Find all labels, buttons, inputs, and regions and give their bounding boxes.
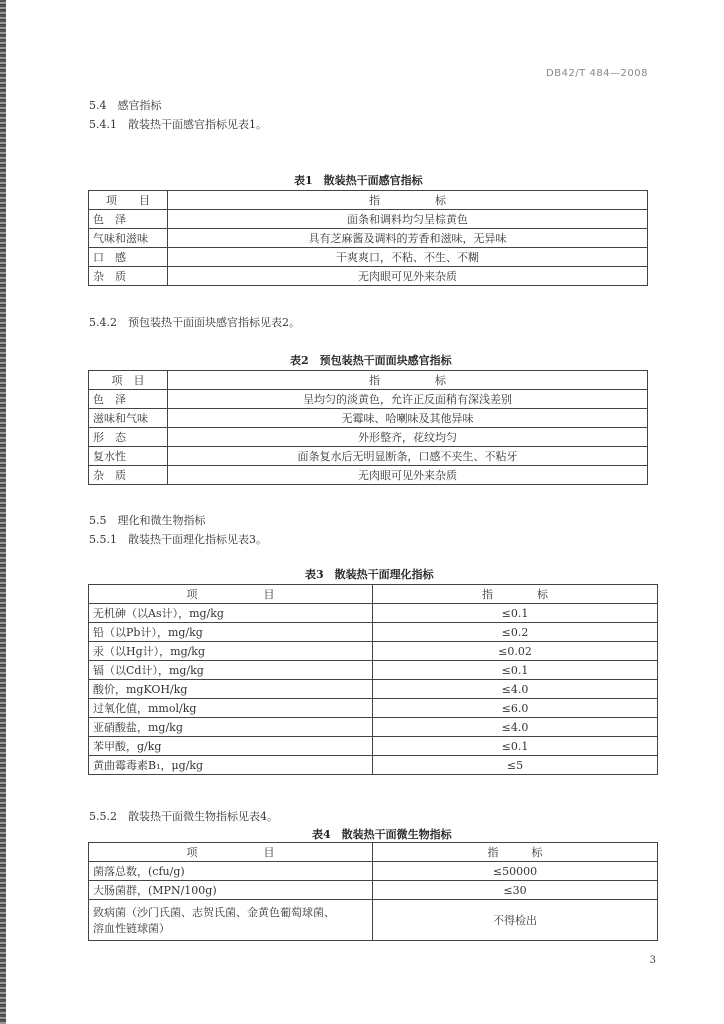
table3-item: 汞（以Hg计），mg/kg xyxy=(89,642,373,661)
section-5-4-1-text: 5.4.1 散装热干面感官指标见表1。 xyxy=(89,118,267,131)
table2-spec: 无霉味、哈喇味及其他异味 xyxy=(168,409,648,428)
section-5-4-heading: 5.4 感官指标 xyxy=(89,99,162,112)
table3-value: ≤0.1 xyxy=(373,661,658,680)
table-row xyxy=(89,267,648,286)
table1-item: 气味和滋味 xyxy=(89,229,168,248)
table3-value: ≤6.0 xyxy=(373,699,658,718)
table1-item: 杂 质 xyxy=(89,267,168,286)
table2-header-spec: 指 标 xyxy=(168,371,648,390)
table-row xyxy=(89,248,648,267)
table3-value: ≤0.1 xyxy=(373,604,658,623)
table1-header-spec: 指 标 xyxy=(168,191,648,210)
table-row xyxy=(89,756,658,775)
table1-header-item: 项 目 xyxy=(89,191,168,210)
table2-item: 杂 质 xyxy=(89,466,168,485)
table2-caption: 表2 预包装热干面面块感官指标 xyxy=(290,354,452,367)
table1-item: 色 泽 xyxy=(89,210,168,229)
table3-header-item: 项 目 xyxy=(89,585,373,604)
table2-item: 形 态 xyxy=(89,428,168,447)
table-row xyxy=(89,862,658,881)
table-row xyxy=(89,447,648,466)
table1-spec: 干爽爽口，不粘、不生、不糊 xyxy=(168,248,648,267)
table2-item: 滋味和气味 xyxy=(89,409,168,428)
table-row xyxy=(89,390,648,409)
table4-pathogen-item xyxy=(89,900,373,941)
table-row xyxy=(89,661,658,680)
table4-item: 大肠菌群，(MPN/100g) xyxy=(89,881,373,900)
table-row xyxy=(89,642,658,661)
table1-caption: 表1 散装热干面感官指标 xyxy=(294,174,423,187)
table3-item: 过氧化值，mmol/kg xyxy=(89,699,373,718)
table2-item: 色 泽 xyxy=(89,390,168,409)
table4-caption: 表4 散装热干面微生物指标 xyxy=(312,828,452,841)
table3 xyxy=(88,584,658,775)
table2-item: 复水性 xyxy=(89,447,168,466)
table3-item: 苯甲酸，g/kg xyxy=(89,737,373,756)
table-row xyxy=(89,680,658,699)
table4-header-spec: 指 标 xyxy=(373,843,658,862)
table3-value: ≤5 xyxy=(373,756,658,775)
table4-pathogen-value: 不得检出 xyxy=(373,900,658,941)
table-row xyxy=(89,699,658,718)
table2-spec: 无肉眼可见外来杂质 xyxy=(168,466,648,485)
table2-header-item: 项 目 xyxy=(89,371,168,390)
table3-item: 无机砷（以As计），mg/kg xyxy=(89,604,373,623)
table1 xyxy=(88,190,648,286)
scan-edge xyxy=(0,0,6,1024)
pathogen-line-1: 致病菌（沙门氏菌、志贺氏菌、金黄色葡萄球菌、 xyxy=(93,906,335,919)
table2-spec: 外形整齐，花纹均匀 xyxy=(168,428,648,447)
table3-item: 铅（以Pb计），mg/kg xyxy=(89,623,373,642)
table3-header-spec: 指 标 xyxy=(373,585,658,604)
table4-value: ≤50000 xyxy=(373,862,658,881)
table2 xyxy=(88,370,648,485)
table-row xyxy=(89,428,648,447)
section-5-5-heading: 5.5 理化和微生物指标 xyxy=(89,514,206,527)
table3-value: ≤0.1 xyxy=(373,737,658,756)
pathogen-line-2: 溶血性链球菌） xyxy=(93,922,170,935)
table3-item: 黄曲霉毒素B₁，μg/kg xyxy=(89,756,373,775)
table2-spec: 面条复水后无明显断条，口感不夹生、不粘牙 xyxy=(168,447,648,466)
standard-number: DB42/T 484—2008 xyxy=(546,68,648,79)
table3-item: 亚硝酸盐，mg/kg xyxy=(89,718,373,737)
table1-item: 口 感 xyxy=(89,248,168,267)
table-row xyxy=(89,604,658,623)
table-row xyxy=(89,466,648,485)
table-row xyxy=(89,623,658,642)
table1-spec: 面条和调料均匀呈棕黄色 xyxy=(168,210,648,229)
table1-spec: 具有芝麻酱及调料的芳香和滋味，无异味 xyxy=(168,229,648,248)
page-number: 3 xyxy=(649,955,656,966)
table-row xyxy=(89,881,658,900)
section-5-4-2-text: 5.4.2 预包装热干面面块感官指标见表2。 xyxy=(89,316,300,329)
table3-value: ≤4.0 xyxy=(373,680,658,699)
table3-item: 镉（以Cd计），mg/kg xyxy=(89,661,373,680)
table-row xyxy=(89,737,658,756)
table3-value: ≤0.02 xyxy=(373,642,658,661)
table-row xyxy=(89,409,648,428)
section-5-5-2-text: 5.5.2 散装热干面微生物指标见表4。 xyxy=(89,810,278,823)
table-row xyxy=(89,229,648,248)
section-5-5-1-text: 5.5.1 散装热干面理化指标见表3。 xyxy=(89,533,267,546)
table2-spec: 呈均匀的淡黄色，允许正反面稍有深浅差别 xyxy=(168,390,648,409)
table4 xyxy=(88,842,658,941)
table4-header-item: 项 目 xyxy=(89,843,373,862)
table3-value: ≤0.2 xyxy=(373,623,658,642)
table-row xyxy=(89,210,648,229)
table3-caption: 表3 散装热干面理化指标 xyxy=(305,568,434,581)
table4-value: ≤30 xyxy=(373,881,658,900)
table3-item: 酸价，mgKOH/kg xyxy=(89,680,373,699)
table3-value: ≤4.0 xyxy=(373,718,658,737)
table-row xyxy=(89,900,658,941)
table-row xyxy=(89,718,658,737)
table4-item: 菌落总数，(cfu/g) xyxy=(89,862,373,881)
table1-spec: 无肉眼可见外来杂质 xyxy=(168,267,648,286)
